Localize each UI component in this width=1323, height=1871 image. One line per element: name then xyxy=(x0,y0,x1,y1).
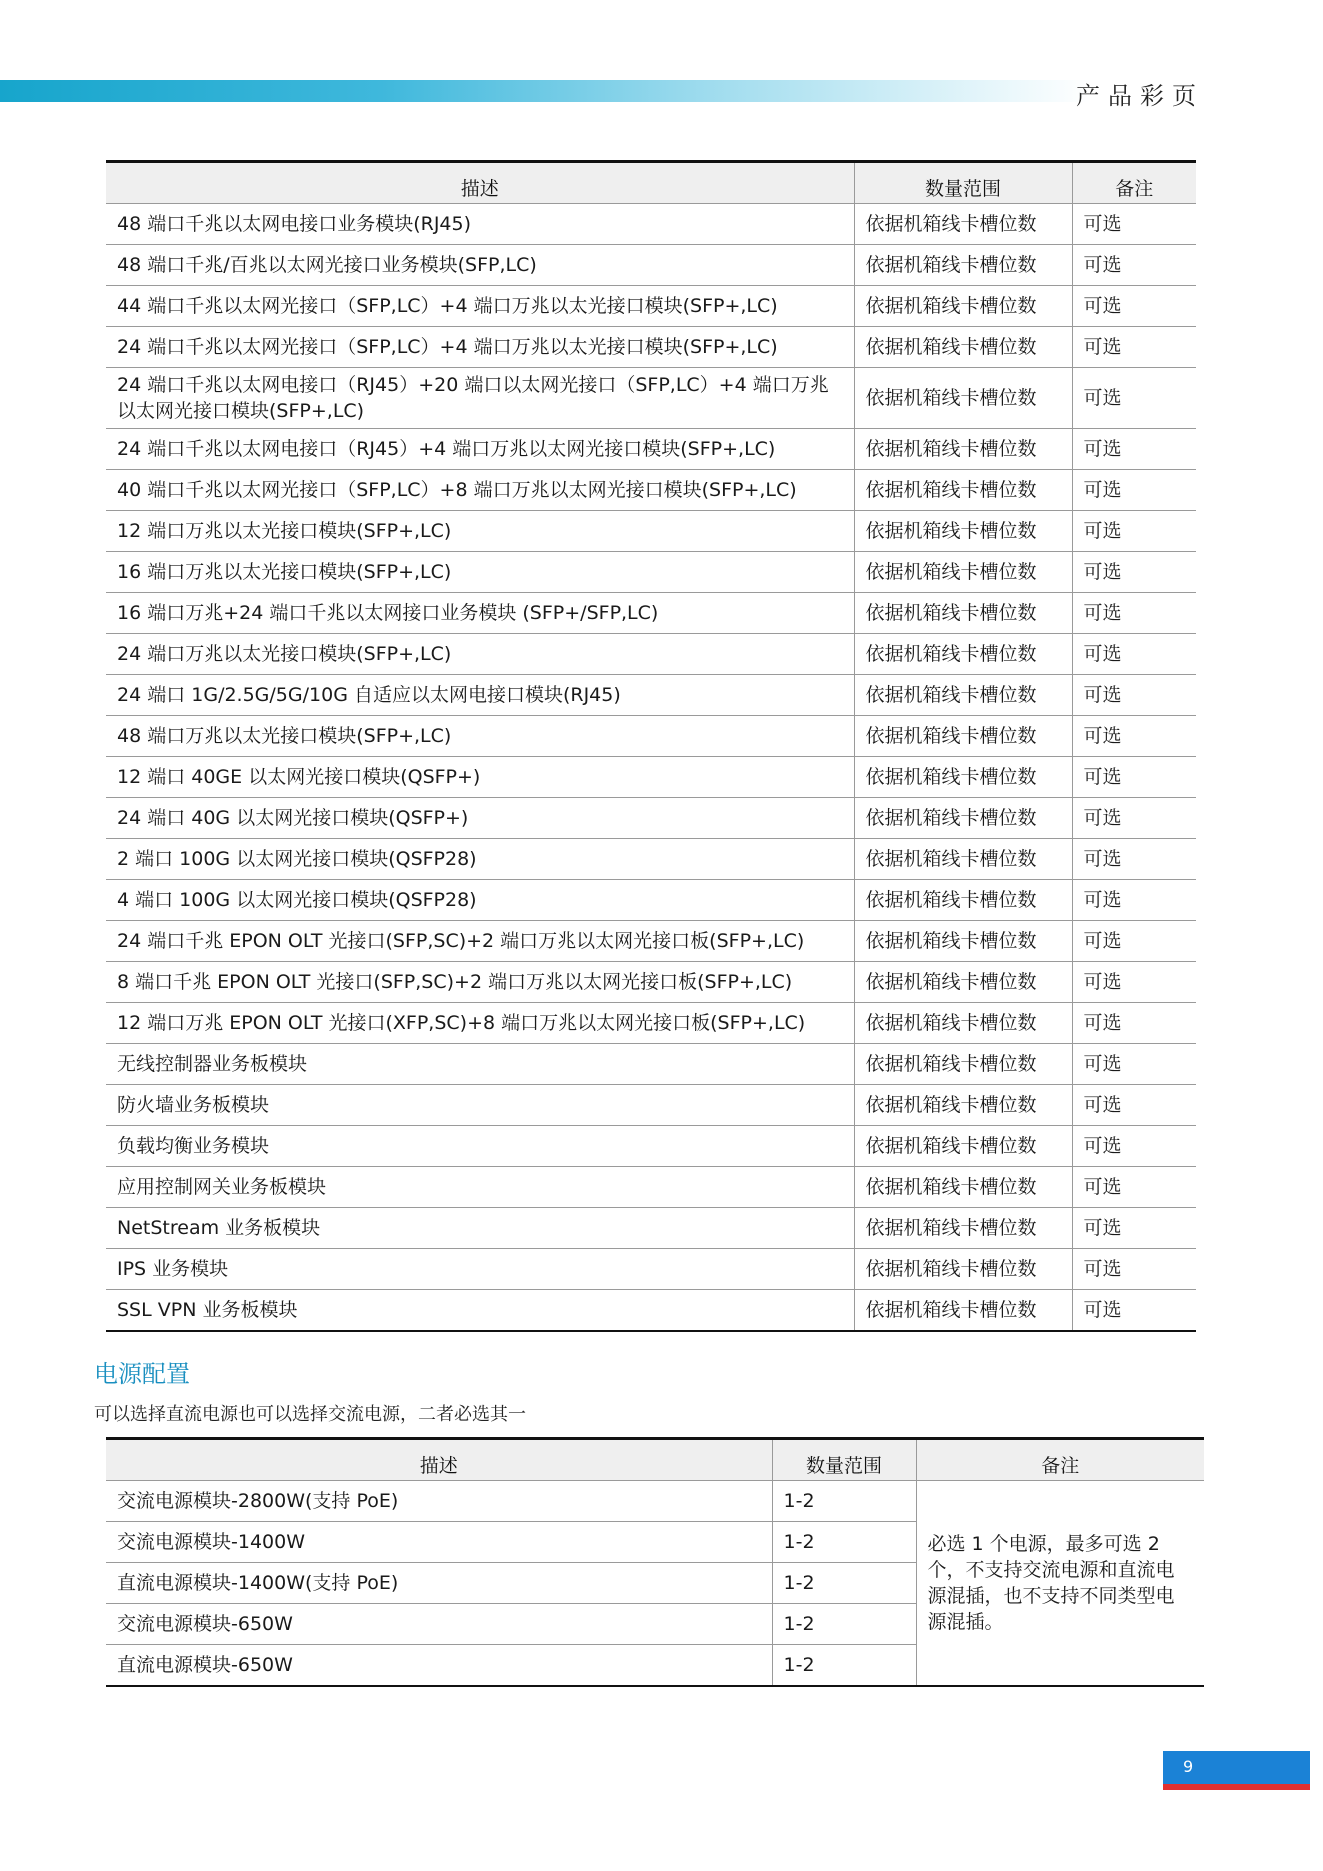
page-number-text: 9 xyxy=(1183,1757,1194,1776)
table-row xyxy=(106,921,1196,962)
column-header: 描述 xyxy=(106,162,854,204)
quantity-cell: 依据机箱线卡槽位数 xyxy=(854,552,1072,593)
description-cell: 40 端口千兆以太网光接口（SFP,LC）+8 端口万兆以太网光接口模块(SFP+,LC) xyxy=(106,470,854,511)
quantity-cell: 1-2 xyxy=(772,1604,916,1645)
remark-cell: 必选 1 个电源，最多可选 2 个，不支持交流电源和直流电源混插，也不支持不同类型电源混插。 xyxy=(916,1481,1204,1687)
column-header: 备注 xyxy=(1072,162,1196,204)
description-cell: 负载均衡业务模块 xyxy=(106,1126,854,1167)
table-row xyxy=(106,1085,1196,1126)
table-row xyxy=(106,1481,1204,1522)
column-header: 数量范围 xyxy=(772,1439,916,1481)
quantity-cell: 依据机箱线卡槽位数 xyxy=(854,716,1072,757)
quantity-cell: 依据机箱线卡槽位数 xyxy=(854,798,1072,839)
description-cell: 应用控制网关业务板模块 xyxy=(106,1167,854,1208)
table-header-row xyxy=(106,162,1196,204)
description-cell: NetStream 业务板模块 xyxy=(106,1208,854,1249)
quantity-cell: 依据机箱线卡槽位数 xyxy=(854,1003,1072,1044)
remark-cell: 可选 xyxy=(1072,245,1196,286)
table-row xyxy=(106,880,1196,921)
quantity-cell: 依据机箱线卡槽位数 xyxy=(854,470,1072,511)
table-row xyxy=(106,245,1196,286)
remark-cell: 可选 xyxy=(1072,921,1196,962)
section-title: 电源配置 xyxy=(94,1360,190,1388)
description-cell: 24 端口 40G 以太网光接口模块(QSFP+) xyxy=(106,798,854,839)
table-row xyxy=(106,716,1196,757)
table-row xyxy=(106,368,1196,429)
description-cell: 44 端口千兆以太网光接口（SFP,LC）+4 端口万兆以太光接口模块(SFP+,LC) xyxy=(106,286,854,327)
table-row xyxy=(106,1208,1196,1249)
description-cell: 交流电源模块-650W xyxy=(106,1604,772,1645)
description-cell: 24 端口万兆以太光接口模块(SFP+,LC) xyxy=(106,634,854,675)
column-header: 备注 xyxy=(916,1439,1204,1481)
quantity-cell: 1-2 xyxy=(772,1522,916,1563)
description-cell: 24 端口千兆 EPON OLT 光接口(SFP,SC)+2 端口万兆以太网光接口板(SFP+,LC) xyxy=(106,921,854,962)
description-cell: IPS 业务模块 xyxy=(106,1249,854,1290)
quantity-cell: 依据机箱线卡槽位数 xyxy=(854,1044,1072,1085)
table-row xyxy=(106,839,1196,880)
remark-cell: 可选 xyxy=(1072,1208,1196,1249)
quantity-cell: 依据机箱线卡槽位数 xyxy=(854,839,1072,880)
remark-cell: 可选 xyxy=(1072,286,1196,327)
table-row xyxy=(106,1249,1196,1290)
table-row xyxy=(106,429,1196,470)
table-row xyxy=(106,634,1196,675)
remark-cell: 可选 xyxy=(1072,327,1196,368)
table-row xyxy=(106,327,1196,368)
remark-cell: 可选 xyxy=(1072,1085,1196,1126)
description-cell: 48 端口千兆/百兆以太网光接口业务模块(SFP,LC) xyxy=(106,245,854,286)
power-table xyxy=(106,1437,1204,1687)
description-cell: 48 端口万兆以太光接口模块(SFP+,LC) xyxy=(106,716,854,757)
page-number-accent xyxy=(1163,1784,1310,1790)
quantity-cell: 依据机箱线卡槽位数 xyxy=(854,1085,1072,1126)
remark-cell: 可选 xyxy=(1072,429,1196,470)
description-cell: 16 端口万兆+24 端口千兆以太网接口业务模块 (SFP+/SFP,LC) xyxy=(106,593,854,634)
quantity-cell: 依据机箱线卡槽位数 xyxy=(854,593,1072,634)
remark-cell: 可选 xyxy=(1072,675,1196,716)
page-header-title: 产品彩页 xyxy=(1076,82,1204,110)
table-row xyxy=(106,1167,1196,1208)
remark-cell: 可选 xyxy=(1072,716,1196,757)
quantity-cell: 依据机箱线卡槽位数 xyxy=(854,757,1072,798)
quantity-cell: 依据机箱线卡槽位数 xyxy=(854,204,1072,245)
page-number xyxy=(1163,1751,1310,1784)
quantity-cell: 1-2 xyxy=(772,1481,916,1522)
description-cell: 无线控制器业务板模块 xyxy=(106,1044,854,1085)
quantity-cell: 依据机箱线卡槽位数 xyxy=(854,880,1072,921)
remark-cell: 可选 xyxy=(1072,368,1196,429)
description-cell: 直流电源模块-1400W(支持 PoE) xyxy=(106,1563,772,1604)
table-row xyxy=(106,798,1196,839)
remark-cell: 可选 xyxy=(1072,634,1196,675)
remark-cell: 可选 xyxy=(1072,1249,1196,1290)
quantity-cell: 依据机箱线卡槽位数 xyxy=(854,634,1072,675)
table-row xyxy=(106,962,1196,1003)
description-cell: 24 端口 1G/2.5G/5G/10G 自适应以太网电接口模块(RJ45) xyxy=(106,675,854,716)
table-row xyxy=(106,593,1196,634)
remark-cell: 可选 xyxy=(1072,1167,1196,1208)
remark-cell: 可选 xyxy=(1072,1003,1196,1044)
remark-cell: 可选 xyxy=(1072,593,1196,634)
quantity-cell: 依据机箱线卡槽位数 xyxy=(854,511,1072,552)
quantity-cell: 依据机箱线卡槽位数 xyxy=(854,1126,1072,1167)
table-row xyxy=(106,1290,1196,1332)
quantity-cell: 依据机箱线卡槽位数 xyxy=(854,1249,1072,1290)
table-row xyxy=(106,757,1196,798)
table-row xyxy=(106,1044,1196,1085)
quantity-cell: 1-2 xyxy=(772,1563,916,1604)
description-cell: 12 端口 40GE 以太网光接口模块(QSFP+) xyxy=(106,757,854,798)
remark-cell: 可选 xyxy=(1072,1290,1196,1332)
description-cell: 24 端口千兆以太网电接口（RJ45）+4 端口万兆以太网光接口模块(SFP+,LC) xyxy=(106,429,854,470)
description-cell: 24 端口千兆以太网光接口（SFP,LC）+4 端口万兆以太光接口模块(SFP+,LC) xyxy=(106,327,854,368)
table-row xyxy=(106,511,1196,552)
description-cell: 2 端口 100G 以太网光接口模块(QSFP28) xyxy=(106,839,854,880)
table-row xyxy=(106,286,1196,327)
quantity-cell: 依据机箱线卡槽位数 xyxy=(854,245,1072,286)
description-cell: 12 端口万兆 EPON OLT 光接口(XFP,SC)+8 端口万兆以太网光接口板(SFP+,LC) xyxy=(106,1003,854,1044)
column-header: 数量范围 xyxy=(854,162,1072,204)
table-row xyxy=(106,204,1196,245)
remark-cell: 可选 xyxy=(1072,204,1196,245)
description-cell: 24 端口千兆以太网电接口（RJ45）+20 端口以太网光接口（SFP,LC）+4 端口万兆以太网光接口模块(SFP+,LC) xyxy=(106,368,854,429)
description-cell: 直流电源模块-650W xyxy=(106,1645,772,1687)
description-cell: 12 端口万兆以太光接口模块(SFP+,LC) xyxy=(106,511,854,552)
description-cell: 16 端口万兆以太光接口模块(SFP+,LC) xyxy=(106,552,854,593)
quantity-cell: 依据机箱线卡槽位数 xyxy=(854,962,1072,1003)
description-cell: 48 端口千兆以太网电接口业务模块(RJ45) xyxy=(106,204,854,245)
description-cell: 交流电源模块-2800W(支持 PoE) xyxy=(106,1481,772,1522)
remark-cell: 可选 xyxy=(1072,798,1196,839)
table-header-row xyxy=(106,1439,1204,1481)
table-row xyxy=(106,470,1196,511)
header-band xyxy=(0,80,1090,102)
section-description: 可以选择直流电源也可以选择交流电源，二者必选其一 xyxy=(94,1404,526,1425)
remark-cell: 可选 xyxy=(1072,470,1196,511)
quantity-cell: 依据机箱线卡槽位数 xyxy=(854,327,1072,368)
description-cell: 交流电源模块-1400W xyxy=(106,1522,772,1563)
remark-cell: 可选 xyxy=(1072,880,1196,921)
table-row xyxy=(106,675,1196,716)
remark-cell: 可选 xyxy=(1072,962,1196,1003)
quantity-cell: 依据机箱线卡槽位数 xyxy=(854,429,1072,470)
table-row xyxy=(106,552,1196,593)
quantity-cell: 依据机箱线卡槽位数 xyxy=(854,1290,1072,1332)
remark-cell: 可选 xyxy=(1072,1044,1196,1085)
description-cell: 8 端口千兆 EPON OLT 光接口(SFP,SC)+2 端口万兆以太网光接口板(SFP+,LC) xyxy=(106,962,854,1003)
remark-cell: 可选 xyxy=(1072,552,1196,593)
quantity-cell: 依据机箱线卡槽位数 xyxy=(854,1208,1072,1249)
description-cell: SSL VPN 业务板模块 xyxy=(106,1290,854,1332)
quantity-cell: 依据机箱线卡槽位数 xyxy=(854,675,1072,716)
description-cell: 4 端口 100G 以太网光接口模块(QSFP28) xyxy=(106,880,854,921)
remark-cell: 可选 xyxy=(1072,511,1196,552)
column-header: 描述 xyxy=(106,1439,772,1481)
description-cell: 防火墙业务板模块 xyxy=(106,1085,854,1126)
quantity-cell: 依据机箱线卡槽位数 xyxy=(854,368,1072,429)
table-row xyxy=(106,1003,1196,1044)
quantity-cell: 依据机箱线卡槽位数 xyxy=(854,1167,1072,1208)
table-row xyxy=(106,1126,1196,1167)
remark-cell: 可选 xyxy=(1072,1126,1196,1167)
remark-cell: 可选 xyxy=(1072,757,1196,798)
module-table xyxy=(106,160,1196,1332)
quantity-cell: 1-2 xyxy=(772,1645,916,1687)
quantity-cell: 依据机箱线卡槽位数 xyxy=(854,921,1072,962)
quantity-cell: 依据机箱线卡槽位数 xyxy=(854,286,1072,327)
remark-cell: 可选 xyxy=(1072,839,1196,880)
